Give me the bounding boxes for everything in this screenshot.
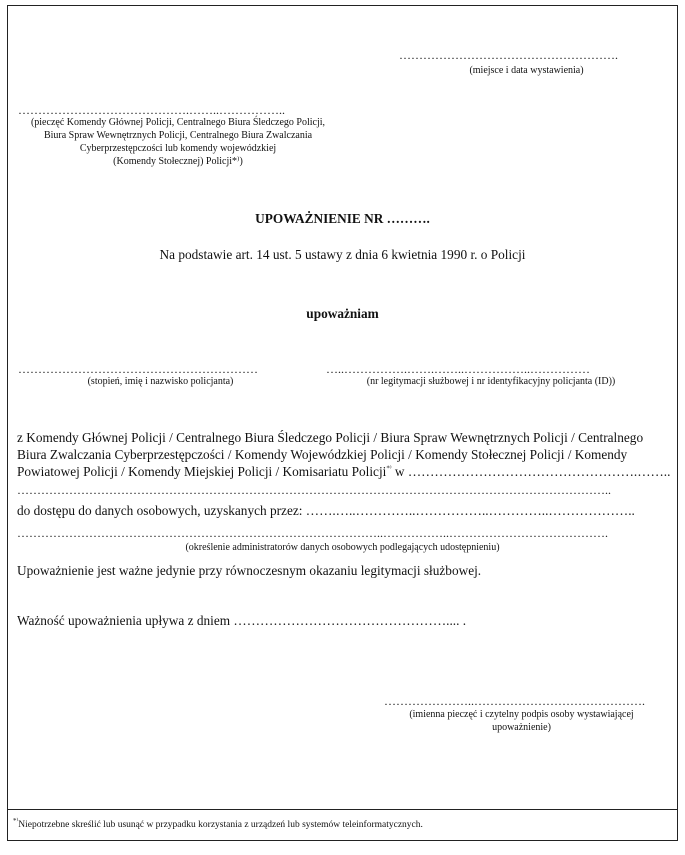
id-label: (nr legitymacji służbowej i nr identyfikacyjny policjanta (ID)) [366,376,616,387]
document-frame [7,5,678,841]
officer-label: (stopień, imię i nazwisko policjanta) [87,376,234,387]
footnote-divider [8,809,677,810]
stamp-label-3: Cyberprzestępczości lub komendy wojewódzkiej [79,143,277,154]
id-dots: …..…………….…….……..……………..…………… [326,362,590,376]
units-line-4: ………………………………………………………………………………………………………………………………….. [17,483,611,497]
place-date-dots: ………………………………………………. [399,48,618,62]
access-label: (określenie administratorów danych osobowych podlegających udostępnieniu) [185,542,500,553]
signature-dots: …………………..……………………………………. [384,694,645,708]
legal-basis: Na podstawie art. 14 ust. 5 ustawy z dnia 6 kwietnia 1990 r. o Policji [159,247,526,262]
access-line-2: ………………………………………………………………………………..……………..…………………………………. [17,526,608,540]
place-date-label: (miejsce i data wystawienia) [469,65,584,76]
signature-label-1: (imienna pieczęć i czytelny podpis osoby wystawiającej [409,709,634,720]
footnote-text: Niepotrzebne skreślić lub usunąć w przypadku korzystania z urządzeń lub systemów teleinformatycznych. [18,820,423,831]
officer-dots: …………………………………………………… [18,362,258,376]
units-line-2: Biura Zwalczania Cyberprzestępczości / Komendy Wojewódzkiej Policji / Komendy Stołecznej Policji / Komendy [17,447,628,462]
footnote-mark: *⁾ [13,817,19,825]
stamp-label-4: (Komendy Stołecznej) Policji*⁾) [113,156,243,167]
stamp-label-2: Biura Spraw Wewnętrznych Policji, Centralnego Biura Zwalczania [43,130,313,141]
units-line-1: z Komendy Głównej Policji / Centralnego Biura Śledczego Policji / Biura Spraw Wewnętrznych Policji / Centralnego [17,430,644,445]
document-title: UPOWAŻNIENIE NR ………. [255,211,430,226]
footnote [13,817,423,830]
validity-note: Upoważnienie jest ważne jedynie przy równoczesnym okazaniu legitymacji służbowej. [17,563,482,578]
units-line-3-text: Powiatowej Policji / Komendy Miejskiej Policji / Komisariatu Policji [17,464,387,479]
signature-label-2: upoważnienie) [492,722,551,733]
access-line-1: do dostępu do danych osobowych, uzyskanych przez: …….…..…………..……………..…………..……………….. [17,503,635,518]
units-line-3 [17,464,670,480]
units-footnote-mark: *⁾ [386,464,392,473]
stamp-dots: …………………………………….……..…………….. [18,103,285,117]
stamp-label-1: (pieczęć Komendy Głównej Policji, Centralnego Biura Śledczego Policji, [30,117,326,128]
units-line-3-dots: w …………………………………………….…….. [391,464,671,479]
authorize-heading: upoważniam [306,306,379,321]
expiry-line: Ważność upoważnienia upływa z dniem ………………………………………….... . [17,613,467,628]
